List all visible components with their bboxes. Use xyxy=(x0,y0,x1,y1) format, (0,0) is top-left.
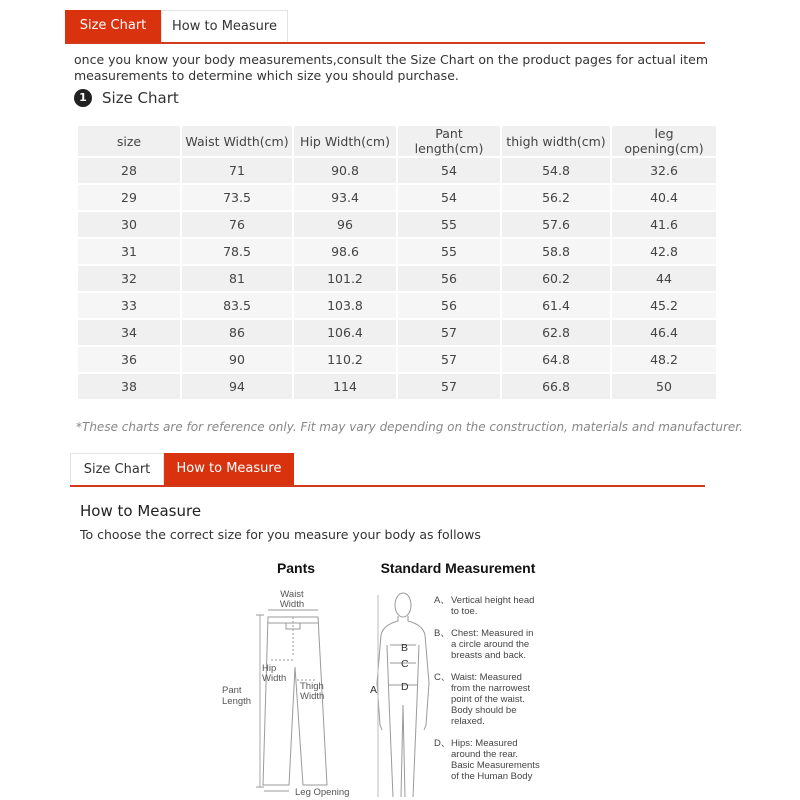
cell-waist-width: 94 xyxy=(182,374,292,399)
table-row xyxy=(78,374,716,399)
cell-pant-length: 57 xyxy=(398,347,500,372)
cell-size: 31 xyxy=(78,239,180,264)
cell-hip-width: 103.8 xyxy=(294,293,396,318)
step-number-badge: 1 xyxy=(74,89,92,107)
cell-hip-width: 96 xyxy=(294,212,396,237)
thigh-width-label-2: Width xyxy=(300,691,325,702)
table-row xyxy=(78,239,716,264)
cell-thigh-width: 58.8 xyxy=(502,239,610,264)
cell-hip-width: 101.2 xyxy=(294,266,396,291)
cell-waist-width: 76 xyxy=(182,212,292,237)
legend-a-line-1: Vertical height head xyxy=(451,595,535,606)
tab-size-chart[interactable]: Size Chart xyxy=(65,10,161,42)
legend-b-line-2: a circle around the xyxy=(451,639,530,650)
cell-hip-width: 110.2 xyxy=(294,347,396,372)
cell-thigh-width: 56.2 xyxy=(502,185,610,210)
table-row xyxy=(78,158,716,183)
size-table xyxy=(76,124,718,401)
cell-waist-width: 86 xyxy=(182,320,292,345)
cell-pant-length: 57 xyxy=(398,374,500,399)
legend-b-line-1: Chest: Measured in xyxy=(451,628,534,639)
header-size: size xyxy=(78,126,180,156)
cell-thigh-width: 64.8 xyxy=(502,347,610,372)
cell-pant-length: 54 xyxy=(398,185,500,210)
cell-size: 36 xyxy=(78,347,180,372)
table-row xyxy=(78,266,716,291)
legend-c-line-4: Body should be xyxy=(451,705,517,716)
intro-text: once you know your body measurements,consult the Size Chart on the product pages for actual item measurements to determine which size you should purchase. xyxy=(74,52,709,83)
cell-waist-width: 73.5 xyxy=(182,185,292,210)
legend-d-key: D、 xyxy=(434,738,451,749)
legend-d-line-1: Hips: Measured xyxy=(451,738,518,749)
legend-b-line-3: breasts and back. xyxy=(451,650,526,661)
size-chart-heading xyxy=(74,88,179,108)
cell-waist-width: 83.5 xyxy=(182,293,292,318)
cell-thigh-width: 57.6 xyxy=(502,212,610,237)
cell-size: 34 xyxy=(78,320,180,345)
body-label-b: B xyxy=(401,642,409,654)
cell-size: 38 xyxy=(78,374,180,399)
legend-c-key: C、 xyxy=(434,672,451,683)
legend-d-line-2: around the rear. xyxy=(451,749,519,760)
pant-length-label-1: Pant xyxy=(222,685,242,696)
legend-c-line-2: from the narrowest xyxy=(451,683,531,694)
cell-size: 28 xyxy=(78,158,180,183)
waist-width-label-1: Waist xyxy=(280,589,304,600)
table-header-row xyxy=(78,126,716,156)
cell-leg-opening: 46.4 xyxy=(612,320,716,345)
pant-length-label-2: Length xyxy=(222,696,252,707)
waist-width-label-2: Width xyxy=(279,599,305,610)
cell-size: 29 xyxy=(78,185,180,210)
tab-how-to-measure-2[interactable]: How to Measure xyxy=(164,453,294,485)
cell-waist-width: 78.5 xyxy=(182,239,292,264)
how-to-measure-subtitle: To choose the correct size for you measure your body as follows xyxy=(80,527,481,542)
cell-waist-width: 81 xyxy=(182,266,292,291)
cell-leg-opening: 45.2 xyxy=(612,293,716,318)
table-row xyxy=(78,320,716,345)
cell-pant-length: 55 xyxy=(398,239,500,264)
cell-thigh-width: 62.8 xyxy=(502,320,610,345)
measurement-figure xyxy=(215,555,595,800)
legend-d-line-3: Basic Measurements xyxy=(451,760,540,771)
hip-width-label-1: Hip xyxy=(262,663,277,674)
cell-leg-opening: 48.2 xyxy=(612,347,716,372)
cell-leg-opening: 41.6 xyxy=(612,212,716,237)
cell-thigh-width: 66.8 xyxy=(502,374,610,399)
tab-how-to-measure[interactable]: How to Measure xyxy=(161,10,288,42)
cell-leg-opening: 32.6 xyxy=(612,158,716,183)
cell-waist-width: 90 xyxy=(182,347,292,372)
cell-thigh-width: 60.2 xyxy=(502,266,610,291)
header-waist-width: Waist Width(cm) xyxy=(182,126,292,156)
leg-opening-label: Leg Opening xyxy=(295,787,350,798)
header-pant-length: Pant length(cm) xyxy=(398,126,500,156)
cell-hip-width: 90.8 xyxy=(294,158,396,183)
cell-leg-opening: 42.8 xyxy=(612,239,716,264)
cell-size: 33 xyxy=(78,293,180,318)
bottom-tab-bar xyxy=(70,453,705,487)
disclaimer-text: *These charts are for reference only. Fit may vary depending on the construction, materials and manufacturer. xyxy=(76,420,743,434)
header-thigh-width: thigh width(cm) xyxy=(502,126,610,156)
legend-b-key: B、 xyxy=(434,628,450,639)
legend-c-line-3: point of the waist. xyxy=(451,694,525,705)
how-to-measure-title: How to Measure xyxy=(80,502,202,520)
cell-leg-opening: 40.4 xyxy=(612,185,716,210)
hip-width-label-2: Width xyxy=(262,673,287,684)
cell-thigh-width: 61.4 xyxy=(502,293,610,318)
body-label-c: C xyxy=(401,658,409,670)
cell-size: 32 xyxy=(78,266,180,291)
standard-measurement-title: Standard Measurement xyxy=(380,560,536,576)
cell-hip-width: 114 xyxy=(294,374,396,399)
top-tab-bar xyxy=(65,10,705,44)
cell-thigh-width: 54.8 xyxy=(502,158,610,183)
cell-leg-opening: 50 xyxy=(612,374,716,399)
table-row xyxy=(78,185,716,210)
cell-pant-length: 56 xyxy=(398,293,500,318)
thigh-width-label-1: Thigh xyxy=(300,681,324,692)
cell-hip-width: 93.4 xyxy=(294,185,396,210)
tab-size-chart-2[interactable]: Size Chart xyxy=(70,453,164,485)
legend-a-key: A、 xyxy=(434,595,450,606)
table-row xyxy=(78,212,716,237)
body-label-d: D xyxy=(401,681,409,693)
cell-hip-width: 98.6 xyxy=(294,239,396,264)
cell-leg-opening: 44 xyxy=(612,266,716,291)
cell-pant-length: 54 xyxy=(398,158,500,183)
table-row xyxy=(78,347,716,372)
body-figure xyxy=(377,593,429,797)
table-row xyxy=(78,293,716,318)
cell-pant-length: 56 xyxy=(398,266,500,291)
legend-a-line-2: to toe. xyxy=(451,606,478,617)
legend-c-line-5: relaxed. xyxy=(451,716,485,727)
size-chart-title: Size Chart xyxy=(102,89,179,107)
header-hip-width: Hip Width(cm) xyxy=(294,126,396,156)
cell-pant-length: 55 xyxy=(398,212,500,237)
legend-d-line-4: of the Human Body xyxy=(451,771,533,782)
header-leg-opening: leg opening(cm) xyxy=(612,126,716,156)
cell-pant-length: 57 xyxy=(398,320,500,345)
cell-size: 30 xyxy=(78,212,180,237)
measurement-legend xyxy=(434,595,540,782)
body-label-a: A xyxy=(370,684,378,696)
legend-c-line-1: Waist: Measured xyxy=(451,672,522,683)
cell-waist-width: 71 xyxy=(182,158,292,183)
pants-title: Pants xyxy=(276,560,316,576)
cell-hip-width: 106.4 xyxy=(294,320,396,345)
